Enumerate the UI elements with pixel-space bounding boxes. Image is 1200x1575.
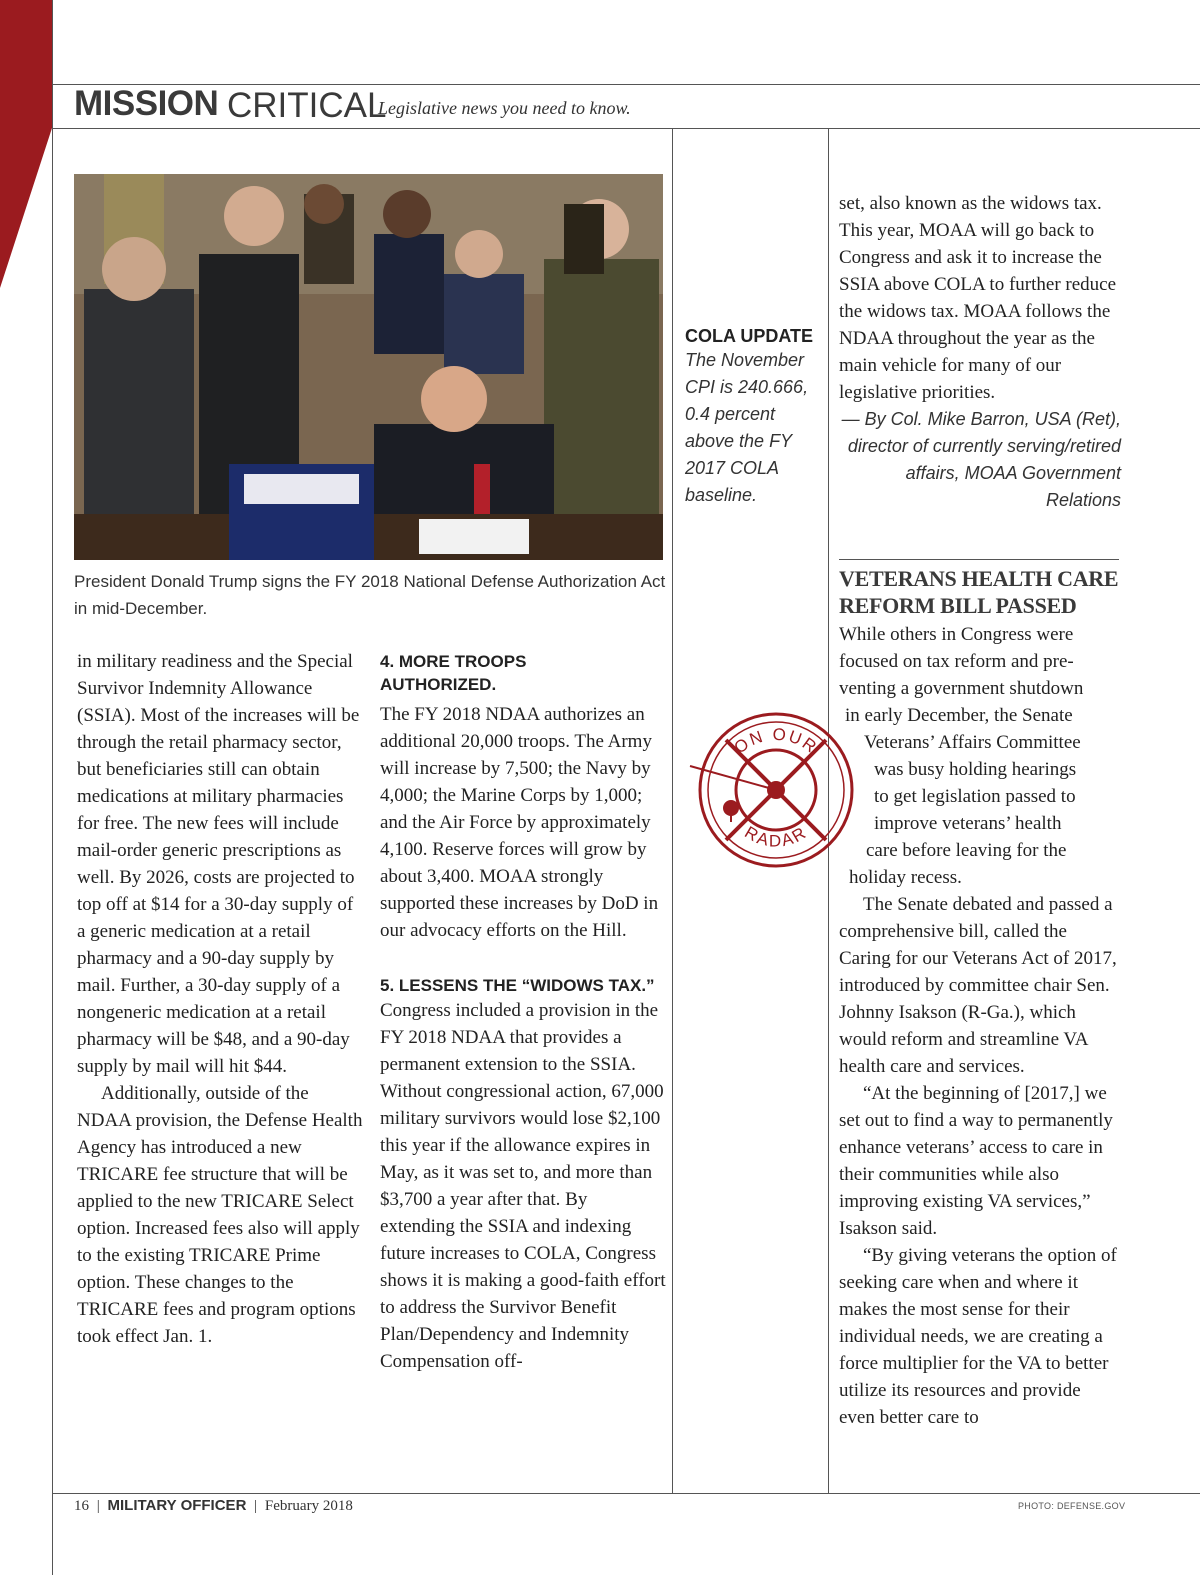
article-headline: VETERANS HEALTH CARE REFORM BILL PASSED <box>839 566 1119 618</box>
section-title-critical: CRITICAL <box>227 86 387 125</box>
text-line: in early December, the Senate <box>845 705 1073 726</box>
article-column-left <box>77 648 363 1350</box>
corner-accent <box>0 0 52 128</box>
page-footer: 16 | MILITARY OFFICER | February 2018 <box>74 1497 353 1514</box>
photo-signing-ceremony <box>74 174 663 560</box>
svg-text:RADAR <box>741 823 810 851</box>
article-divider <box>839 559 1119 560</box>
photo-illustration <box>74 174 663 560</box>
subheading-widows-tax: 5. LESSENS THE “WIDOWS TAX.” <box>380 976 655 995</box>
text-line: care before leaving for the <box>866 840 1067 861</box>
article-column-right <box>839 190 1121 514</box>
footer-rule <box>52 1493 1200 1494</box>
paragraph: The FY 2018 NDAA authorizes an additional 20,000 troops. The Army will increase by 7,500; the Navy by 4,000; the Marine Corps by 1,000; and the Air Force by approximately 4,100. Reserve forces will grow by about 3,400. MOAA strongly supported these increases by DoD in our advocacy efforts on the Hill. <box>380 704 659 941</box>
page-number: 16 <box>74 1498 89 1514</box>
column-rule-1 <box>672 128 673 1494</box>
article-column-right-continued <box>839 891 1121 1431</box>
text-line: focused on tax reform and pre- <box>839 651 1074 672</box>
text-line: venting a government shutdown <box>839 678 1084 699</box>
section-tagline: Legislative news you need to know. <box>378 98 631 118</box>
text-line: improve veterans’ health <box>874 813 1062 834</box>
paragraph: “By giving veterans the option of seeking care when and where it makes the most sense for their individual needs, we are creating a force multiplier for the VA to better utilize its resources and provide even better care to <box>839 1245 1117 1428</box>
paragraph: set, also known as the widows tax. This year, MOAA will go back to Congress and ask it to increase the SSIA above COLA to further reduce the widows tax. MOAA follows the NDAA throughout the year as the main vehicle for many of our legislative priorities. <box>839 193 1117 403</box>
publication-name: MILITARY OFFICER <box>107 1497 247 1514</box>
left-margin-rule <box>52 0 53 1575</box>
text-line: holiday recess. <box>849 867 962 888</box>
article-body-wrap <box>839 621 1124 891</box>
corner-accent-tip <box>0 128 52 288</box>
radar-graphic <box>686 710 861 870</box>
text-line: Veterans’ Affairs Committee <box>864 732 1081 753</box>
on-our-radar-icon <box>686 710 861 870</box>
cola-update-box <box>685 326 820 509</box>
paragraph: Additionally, outside of the NDAA provision, the Defense Health Agency has introduced a new TRICARE fee structure that will be applied to the new TRICARE Select option. Increased fees also will apply to the existing TRICARE Prime option. These changes to the TRICARE fees and program options took effect Jan. 1. <box>77 1083 363 1347</box>
top-rule <box>52 84 1200 85</box>
text-line: While others in Congress were <box>839 624 1074 645</box>
cola-update-text: The November CPI is 240.666, 0.4 percent above the FY 2017 COLA baseline. <box>685 350 809 505</box>
paragraph: The Senate debated and passed a comprehensive bill, called the Caring for our Veterans Act of 2017, introduced by committee chair Sen. Johnny Isakson (R-Ga.), which would reform and streamline VA health care and services. <box>839 894 1117 1077</box>
text-line: was busy holding hearings <box>874 759 1077 780</box>
paragraph: in military readiness and the Special Survivor Indemnity Allowance (SSIA). Most of the increases will be through the retail pharmacy sector, but beneficiaries still can obtain medications at military pharmacies for free. The new fees will include mail-order generic prescriptions as well. By 2026, costs are projected to top off at $14 for a 30-day supply of a generic medication at a retail pharmacy and a 90-day supply by mail. Further, a 30-day supply of a nongeneric medication at a retail pharmacy will be $48, and a 90-day supply by mail will hit $44. <box>77 651 360 1077</box>
photo-credit: PHOTO: DEFENSE.GOV <box>1018 1501 1126 1511</box>
radar-top-text: ON OUR <box>730 724 822 758</box>
article-column-middle <box>380 650 666 1375</box>
cola-update-heading: COLA UPDATE <box>685 326 813 346</box>
paragraph: Congress included a provision in the FY 2018 NDAA that provides a permanent extension to the SSIA. Without congressional action, 67,000 military survivors would lose $2,100 this year if the allowance expires in May, as it was set to, and more than $3,700 a year after that. By extending the SSIA and indexing future increases to COLA, Congress shows it is making a good-faith effort to address the Survivor Benefit Plan/Dependency and Indemnity Compensation off- <box>380 1000 666 1372</box>
section-title-mission: MISSION <box>74 84 219 123</box>
subheading-more-troops: 4. MORE TROOPS AUTHORIZED. <box>380 652 527 694</box>
header-rule <box>52 128 1200 129</box>
issue-date: February 2018 <box>264 1498 353 1514</box>
text-line: to get legislation passed to <box>874 786 1076 807</box>
paragraph: “At the beginning of [2017,] we set out to find a way to permanently enhance veterans’ access to care in their communities while also improving existing VA services,” Isakson said. <box>839 1083 1113 1239</box>
byline: — By Col. Mike Barron, USA (Ret), director of currently serving/retired affairs, MOAA Government Relations <box>841 409 1121 510</box>
radar-bottom-text: RADAR <box>741 822 811 851</box>
photo-caption: President Donald Trump signs the FY 2018 National Defense Authorization Act in mid-December. <box>74 572 666 618</box>
